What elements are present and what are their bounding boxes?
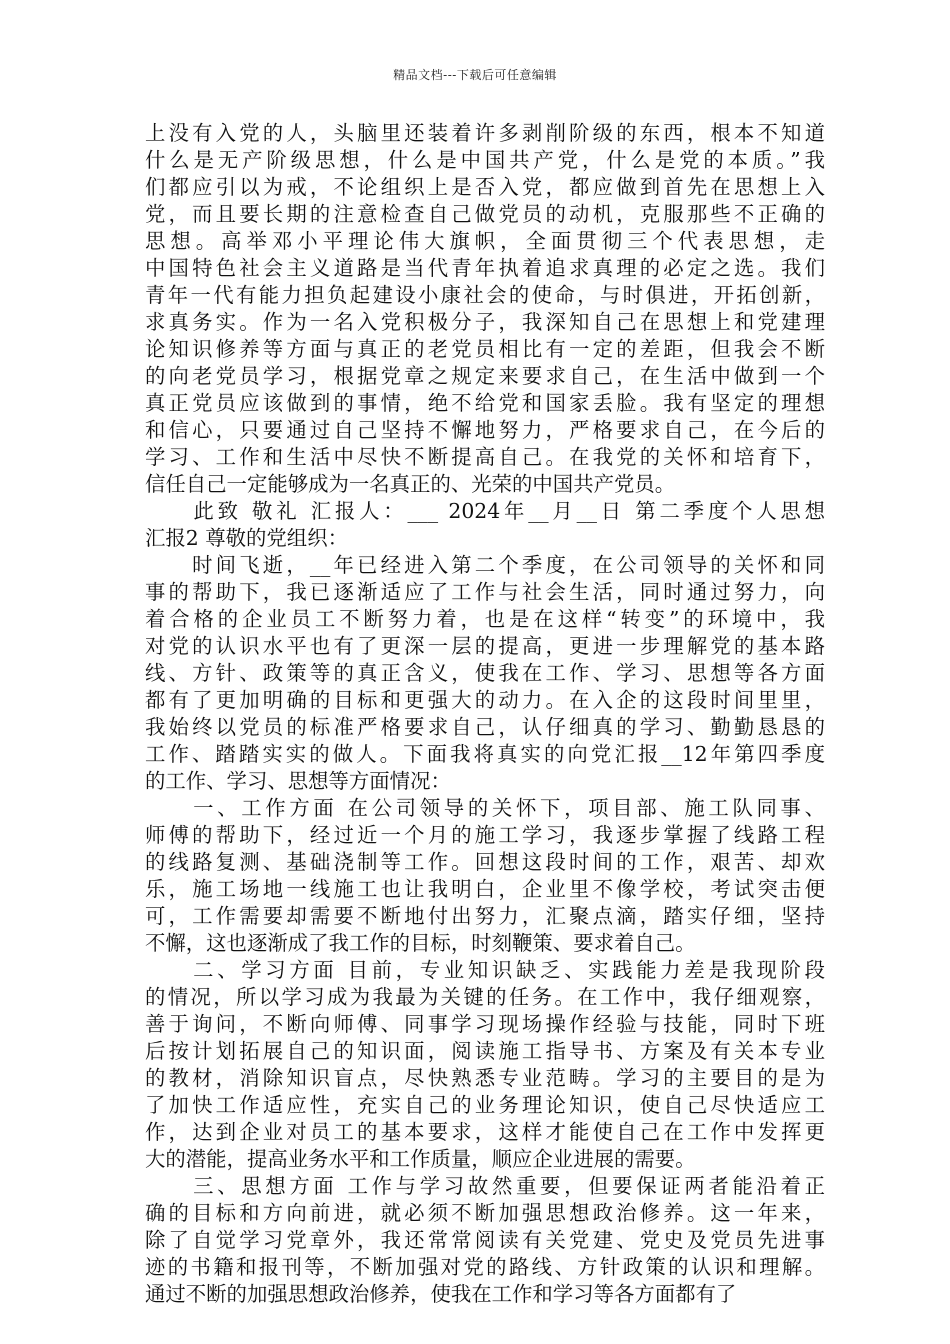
text-line: 的向老党员学习，根据党章之规定来要求自己，在生活中做到一个 bbox=[145, 364, 825, 388]
text-line: 确的目标和方向前进，就必须不断加强思想政治修养。这一年来， bbox=[145, 1201, 825, 1225]
text-line: 论知识修养等方面与真正的老党员相比有一定的差距，但我会不断 bbox=[145, 337, 825, 361]
text-line: 着合格的企业员工不断努力着，也是在这样“转变”的环境中，我 bbox=[145, 607, 825, 631]
text-line: 学习、工作和生活中尽快不断提高自己。在我党的关怀和培育下， bbox=[145, 445, 825, 469]
text-line: 作，达到企业对员工的基本要求，这样才能使自己在工作中发挥更 bbox=[145, 1120, 825, 1144]
text-line: 们都应引以为戒，不论组织上是否入党，都应做到首先在思想上入 bbox=[145, 175, 825, 199]
text-line: 求真务实。作为一名入党积极分子，我深知自己在思想上和党建理 bbox=[145, 310, 825, 334]
text-line: 的教材，消除知识盲点，尽快熟悉专业范畴。学习的主要目的是为 bbox=[145, 1066, 825, 1090]
text-line: 善于询问，不断向师傅、同事学习现场操作经验与技能，同时下班 bbox=[145, 1012, 825, 1036]
text-line: 此致 敬礼 汇报人：___ 2024年__月__日 第二季度个人思想 bbox=[145, 499, 825, 523]
text-line: 师傅的帮助下，经过近一个月的施工学习，我逐步掌握了线路工程 bbox=[145, 823, 825, 847]
text-line: 什么是无产阶级思想，什么是中国共产党，什么是党的本质。”我 bbox=[145, 148, 825, 172]
text-line: 一、工作方面 在公司领导的关怀下，项目部、施工队同事、 bbox=[145, 796, 825, 820]
text-line: 都有了更加明确的目标和更强大的动力。在入企的这段时间里里， bbox=[145, 688, 825, 712]
text-line: 和信心，只要通过自己坚持不懈地努力，严格要求自己，在今后的 bbox=[145, 418, 825, 442]
text-line: 信任自己一定能够成为一名真正的、光荣的中国共产党员。 bbox=[145, 472, 676, 496]
text-line: 事的帮助下，我已逐渐适应了工作与社会生活，同时通过努力，向 bbox=[145, 580, 825, 604]
text-line: 线、方针、政策等的真正含义，使我在工作、学习、思想等各方面 bbox=[145, 661, 825, 685]
text-line: 后按计划拓展自己的知识面，阅读施工指导书、方案及有关本专业 bbox=[145, 1039, 825, 1063]
text-line: 三、思想方面 工作与学习故然重要，但要保证两者能沿着正 bbox=[145, 1174, 825, 1198]
text-line: 可，工作需要却需要不断地付出努力，汇聚点滴，踏实仔细，坚持 bbox=[145, 904, 825, 928]
text-line: 对党的认识水平也有了更深一层的提高，更进一步理解党的基本路 bbox=[145, 634, 825, 658]
text-line: 大的潜能，提高业务水平和工作质量，顺应企业进展的需要。 bbox=[145, 1147, 696, 1171]
text-line: 通过不断的加强思想政治修养，使我在工作和学习等各方面都有了 bbox=[145, 1282, 737, 1306]
text-line: 党，而且要长期的注意检查自己做党员的动机，克服那些不正确的 bbox=[145, 202, 825, 226]
text-line: 时间飞逝，__年已经进入第二个季度，在公司领导的关怀和同 bbox=[145, 553, 825, 577]
text-line: 汇报2 尊敬的党组织： bbox=[145, 526, 348, 550]
text-line: 的情况，所以学习成为我最为关键的任务。在工作中，我仔细观察， bbox=[145, 985, 825, 1009]
text-line: 中国特色社会主义道路是当代青年执着追求真理的必定之选。我们 bbox=[145, 256, 825, 280]
text-line: 我始终以党员的标准严格要求自己，认仔细真的学习、勤勤恳恳的 bbox=[145, 715, 825, 739]
text-line: 迹的书籍和报刊等，不断加强对党的路线、方针政策的认识和理解。 bbox=[145, 1255, 825, 1279]
text-line: 二、学习方面 目前，专业知识缺乏、实践能力差是我现阶段 bbox=[145, 958, 825, 982]
page-header: 精品文档---下载后可任意编辑 bbox=[393, 68, 557, 82]
text-line: 真正党员应该做到的事情，绝不给党和国家丢脸。我有坚定的理想 bbox=[145, 391, 825, 415]
text-line: 的工作、学习、思想等方面情况： bbox=[145, 769, 451, 793]
text-line: 了加快工作适应性，充实自己的业务理论知识，使自己尽快适应工 bbox=[145, 1093, 825, 1117]
document-body bbox=[145, 120, 825, 1308]
text-line: 工作、踏踏实实的做人。下面我将真实的向党汇报__12年第四季度 bbox=[145, 742, 825, 766]
text-line: 除了自觉学习党章外，我还常常阅读有关党建、党史及党员先进事 bbox=[145, 1228, 825, 1252]
text-line: 不懈，这也逐渐成了我工作的目标，时刻鞭策、要求着自己。 bbox=[145, 931, 696, 955]
text-line: 乐，施工场地一线施工也让我明白，企业里不像学校，考试突击便 bbox=[145, 877, 825, 901]
text-line: 上没有入党的人，头脑里还装着许多剥削阶级的东西，根本不知道 bbox=[145, 121, 825, 145]
text-line: 思想。高举邓小平理论伟大旗帜，全面贯彻三个代表思想，走 bbox=[145, 229, 825, 253]
text-line: 的线路复测、基础浇制等工作。回想这段时间的工作，艰苦、却欢 bbox=[145, 850, 825, 874]
text-line: 青年一代有能力担负起建设小康社会的使命，与时俱进，开拓创新， bbox=[145, 283, 825, 307]
